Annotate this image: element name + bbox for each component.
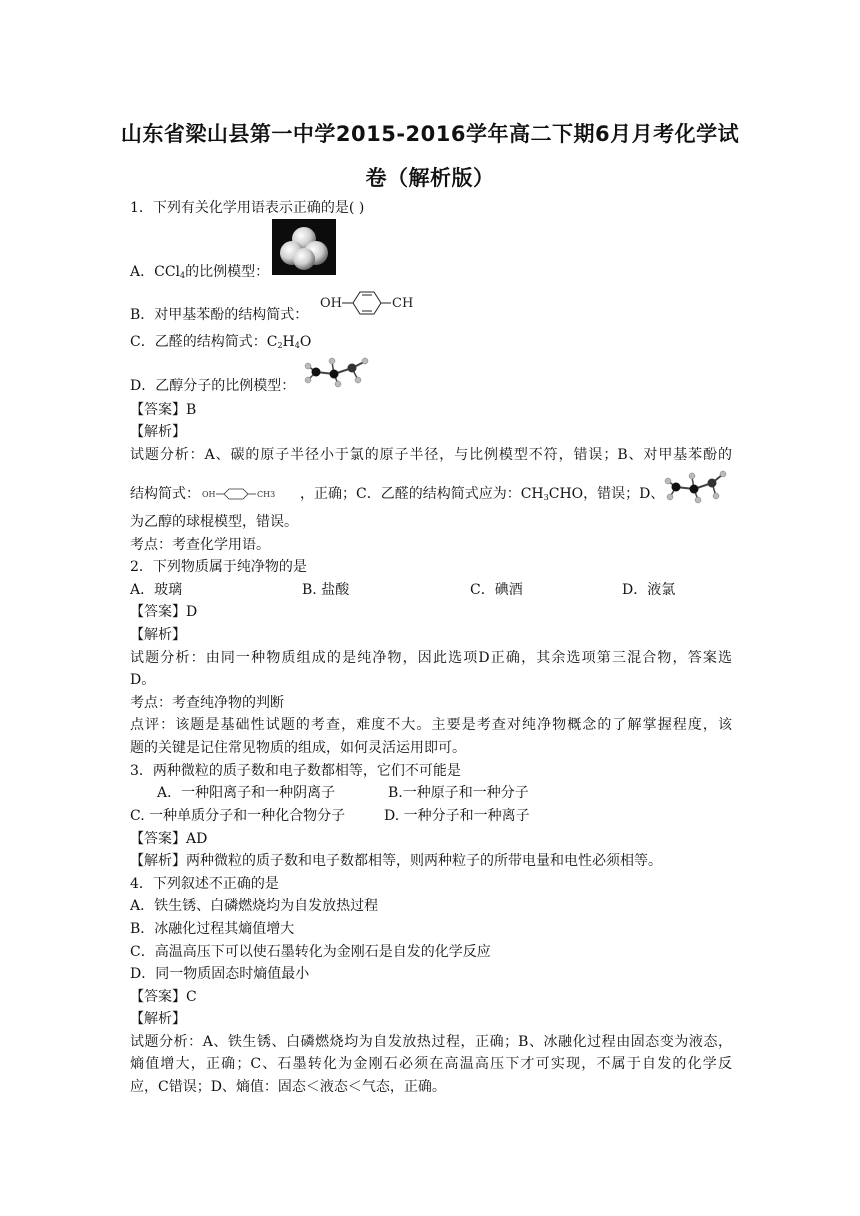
q2-option-b: B. 盐酸 — [302, 582, 350, 598]
structure-ch3-label: CH — [392, 296, 414, 311]
p-methylphenol-inline-structure-image — [200, 487, 300, 501]
q4-option-b: B．冰融化过程其熵值增大 — [130, 921, 295, 937]
q2-analysis-line1: 试题分析：由同一种物质组成的是纯净物，因此选项D正确，其余选项第三混合物，答案选 — [130, 650, 732, 666]
q2-option-a: A．玻璃 — [130, 582, 183, 598]
ethanol-ball-stick-model-image-2 — [662, 465, 728, 505]
p-methylphenol-structure-image — [318, 288, 422, 318]
q3-option-c: C. 一种单质分子和一种化合物分子 — [130, 808, 346, 824]
q1-analysis-line2-start: 结构简式： — [130, 486, 200, 502]
q1-option-b-text: B．对甲基苯酚的结构简式： — [130, 307, 309, 323]
q1-option-d: D．乙醇分子的比例模型： — [130, 378, 296, 394]
q1-analysis-line2-end: ，正确；C．乙醛的结构简式应为：$CH_3CHO$，错误；D、 — [300, 486, 665, 502]
q1-option-b — [130, 305, 308, 325]
document-title-line2: 卷（解析版） — [365, 166, 495, 190]
q4-stem: 4．下列叙述不正确的是 — [130, 876, 279, 892]
q2-option-d: D．液氯 — [622, 582, 676, 598]
q2-option-c: C．碘酒 — [470, 582, 523, 598]
structure-oh-label: OH — [320, 296, 342, 311]
q3-option-b: B.一种原子和一种分子 — [388, 785, 529, 801]
q1-answer: 【答案】B — [130, 402, 197, 418]
q1-analysis-line2 — [130, 484, 664, 508]
q1-option-c: C．乙醛的结构简式：$C_2H_4O$ — [130, 334, 312, 350]
q2-answer: 【答案】D — [130, 604, 198, 620]
q2-stem: 2．下列物质属于纯净物的是 — [130, 559, 307, 575]
q3-answer: 【答案】AD — [130, 831, 208, 847]
document-title-line1: 山东省梁山县第一中学2015-2016学年高二下期6月月考化学试 — [120, 122, 740, 146]
q3-option-d: D. 一种分子和一种离子 — [384, 808, 530, 824]
q4-option-c: C．高温高压下可以使石墨转化为金刚石是自发的化学反应 — [130, 944, 491, 960]
q1-analysis-line3: 为乙醇的球棍模型，错误。 — [130, 514, 298, 530]
q4-analysis-line2: 熵值增大，正确；C、石墨转化为金刚石必须在高温高压下才可实现，不属于自发的化学反 — [130, 1056, 732, 1072]
q3-option-a: A．一种阳离子和一种阴离子 — [157, 785, 336, 801]
q2-comment-line1: 点评：该题是基础性试题的考查，难度不大。主要是考查对纯净物概念的了解掌握程度，该 — [130, 717, 732, 733]
q2-analysis-line2: D。 — [130, 672, 156, 688]
q2-exam-point: 考点：考查纯净物的判断 — [130, 695, 284, 711]
q4-analysis-line1: 试题分析：A、铁生锈、白磷燃烧均为自发放热过程，正确；B、冰融化过程由固态变为液态， — [130, 1034, 732, 1050]
q3-stem: 3．两种微粒的质子数和电子数都相等，它们不可能是 — [130, 763, 461, 779]
q1-stem: 1．下列有关化学用语表示正确的是( ) — [130, 200, 365, 216]
q1-exam-point: 考点：考查化学用语。 — [130, 537, 270, 553]
ethanol-ball-stick-model-image — [302, 352, 372, 388]
svg-text:CH3: CH3 — [257, 490, 276, 499]
q4-answer: 【答案】C — [130, 989, 197, 1005]
q1-option-a — [130, 262, 269, 286]
q4-option-a: A．铁生锈、白磷燃烧均为自发放热过程 — [130, 898, 379, 914]
q1-analysis-heading: 【解析】 — [130, 424, 186, 440]
q4-option-d: D．同一物质固态时熵值最小 — [130, 966, 310, 982]
q2-analysis-heading: 【解析】 — [130, 627, 186, 643]
q1-analysis-line1: 试题分析：A、碳的原子半径小于氯的原子半径，与比例模型不符，错误；B、对甲基苯酚的 — [130, 447, 732, 463]
svg-text:OH: OH — [202, 490, 216, 499]
ccl4-space-filling-model-image — [272, 219, 336, 275]
q3-analysis: 【解析】两种微粒的质子数和电子数都相等，则两种粒子的所带电量和电性必须相等。 — [130, 853, 662, 869]
q1-option-a-text: A．CCl$_4$的比例模型： — [130, 264, 270, 280]
q4-analysis-heading: 【解析】 — [130, 1011, 186, 1027]
q4-analysis-line3: 应，C错误；D、熵值：固态＜液态＜气态，正确。 — [130, 1079, 446, 1095]
q2-comment-line2: 题的关键是记住常见物质的组成，如何灵活运用即可。 — [130, 740, 466, 756]
